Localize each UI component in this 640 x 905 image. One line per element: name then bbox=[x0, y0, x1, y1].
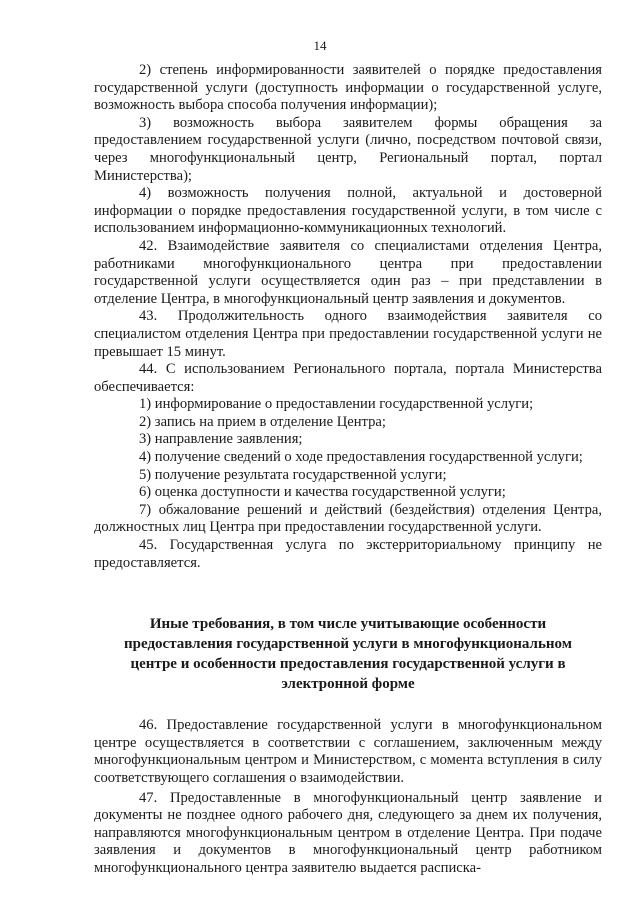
section-heading bbox=[94, 614, 602, 694]
paragraph: 3) возможность выбора заявителем формы обращения за предоставлением государственной услуги (лично, посредством почтовой связи, через многофункциональный центр, Региональный портал, портал Министерства); bbox=[94, 114, 602, 184]
paragraph-44: 44. С использованием Регионального портала, портала Министерства обеспечивается: bbox=[94, 361, 602, 395]
list-item: 2) запись на прием в отделение Центра; bbox=[139, 413, 386, 430]
list-item: 4) получение сведений о ходе предоставления государственной услуги; bbox=[139, 449, 583, 466]
heading-line: электронной форме bbox=[281, 676, 415, 693]
list-item: 6) оценка доступности и качества государственной услуги; bbox=[139, 484, 506, 501]
heading-line: предоставления государственной услуги в многофункциональном bbox=[124, 636, 572, 653]
paragraph-47: 47. Предоставленные в многофункциональный центр заявление и документы не позднее одного рабочего дня, следующего за днем их получения, направляются многофункциональным центром в отделение Центра. При подаче заявления и документов в многофункциональный центр работником многофункционального центра заявителю выдается расписка- bbox=[94, 789, 602, 876]
page-number: 14 bbox=[313, 38, 327, 53]
document-body bbox=[94, 62, 602, 878]
list-item: 5) получение результата государственной услуги; bbox=[139, 466, 447, 483]
paragraph-46: 46. Предоставление государственной услуги в многофункциональном центре осуществляется в соответствии с соглашением, заключенным между многофункциональным центром и Министерством, с момента вступления в силу соответствующего соглашения о взаимодействии. bbox=[94, 717, 602, 786]
list-item: 1) информирование о предоставлении государственной услуги; bbox=[139, 396, 534, 413]
heading-line: Иные требования, в том числе учитывающие особенности bbox=[149, 616, 547, 633]
paragraph-45: 45. Государственная услуга по экстерриториальному принципу не предоставляется. bbox=[94, 537, 602, 571]
paragraph: 2) степень информированности заявителей о порядке предоставления государственной услуги (доступность информации о государственной услуге, возможность выбора способа получения информации); bbox=[94, 62, 602, 114]
paragraph-43: 43. Продолжительность одного взаимодействия заявителя со специалистом отделения Центра при предоставлении государственной услуги не превышает 15 минут. bbox=[94, 308, 602, 360]
list-item: 3) направление заявления; bbox=[139, 431, 303, 448]
heading-line: центре и особенности предоставления государственной услуги в bbox=[130, 656, 566, 673]
paragraph-42: 42. Взаимодействие заявителя со специалистами отделения Центра, работниками многофункционального центра при предоставлении государственной услуги осуществляется один раз – при представлении в отделение Центра, в многофункциональный центр заявления и документов. bbox=[94, 237, 602, 307]
list-item: 7) обжалование решений и действий (бездействия) отделения Центра, должностных лиц Центра при предоставлении государственной услуги. bbox=[94, 501, 602, 536]
paragraph: 4) возможность получения полной, актуальной и достоверной информации о порядке предоставления государственной услуги, в том числе с использованием информационно-коммуникационных технологий. bbox=[94, 185, 602, 237]
